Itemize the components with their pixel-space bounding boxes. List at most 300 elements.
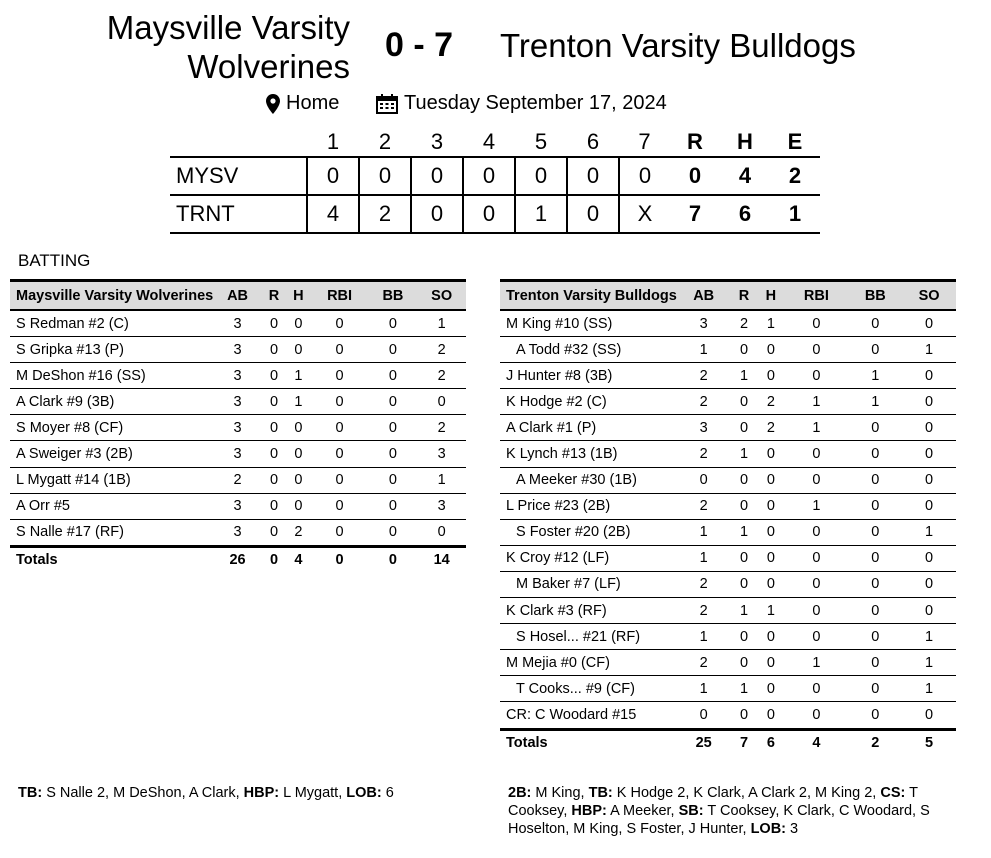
- errors-header: E: [787, 129, 803, 154]
- player-stat: 3: [677, 415, 731, 441]
- table-row: [500, 571, 956, 597]
- inning-header: 2: [378, 129, 392, 154]
- player-stat: 2: [757, 389, 784, 415]
- player-stat: 0: [311, 310, 369, 337]
- player-name: CR: C Woodard #15: [500, 702, 677, 729]
- player-stat: 3: [213, 389, 262, 415]
- player-stat: 0: [784, 337, 848, 363]
- player-stat: 0: [369, 441, 418, 467]
- player-stat: 0: [731, 624, 758, 650]
- inning-score: 0: [307, 157, 359, 195]
- player-name: J Hunter #8 (3B): [500, 363, 677, 389]
- player-stat: 0: [757, 337, 784, 363]
- totals-stat: 2: [848, 729, 902, 756]
- batting-section-title: BATTING: [18, 251, 91, 270]
- player-name: A Sweiger #3 (2B): [10, 441, 213, 467]
- player-stat: 0: [848, 415, 902, 441]
- box-column-header: RBI: [311, 281, 369, 311]
- player-stat: 1: [731, 598, 758, 624]
- linescore-row-home: [170, 157, 820, 195]
- player-name: S Foster #20 (2B): [500, 519, 677, 545]
- player-stat: 1: [902, 519, 956, 545]
- box-column-header: R: [262, 281, 286, 311]
- hits-total: 4: [720, 157, 770, 195]
- box-header-row: [500, 281, 956, 311]
- home-batting-table: [10, 279, 466, 573]
- box-column-header: SO: [417, 281, 466, 311]
- player-stat: 0: [902, 598, 956, 624]
- player-stat: 2: [677, 363, 731, 389]
- totals-stat: 4: [286, 546, 310, 573]
- table-row: [10, 310, 466, 337]
- inning-score: 0: [411, 195, 463, 233]
- player-stat: 1: [902, 676, 956, 702]
- player-stat: 0: [369, 363, 418, 389]
- player-stat: 0: [784, 624, 848, 650]
- inning-score: 0: [359, 157, 411, 195]
- player-stat: 0: [848, 441, 902, 467]
- player-stat: 0: [286, 337, 310, 363]
- player-stat: 0: [902, 545, 956, 571]
- player-stat: 0: [262, 467, 286, 493]
- note-label: HBP:: [243, 785, 280, 801]
- player-stat: 0: [369, 467, 418, 493]
- box-column-header: AB: [213, 281, 262, 311]
- player-stat: 0: [902, 467, 956, 493]
- totals-stat: 7: [731, 729, 758, 756]
- game-location-text: Home: [286, 92, 340, 114]
- totals-stat: 0: [311, 546, 369, 573]
- note-text: M King,: [531, 785, 589, 801]
- player-stat: 0: [262, 493, 286, 519]
- player-stat: 0: [311, 337, 369, 363]
- hits-total: 6: [720, 195, 770, 233]
- totals-stat: 0: [369, 546, 418, 573]
- player-stat: 0: [286, 493, 310, 519]
- player-stat: 3: [213, 415, 262, 441]
- note-text: L Mygatt,: [279, 785, 347, 801]
- inning-score: 0: [567, 157, 619, 195]
- game-date-text: Tuesday September 17, 2024: [404, 92, 667, 114]
- player-stat: 0: [731, 650, 758, 676]
- player-stat: 0: [757, 441, 784, 467]
- inning-score: 1: [515, 195, 567, 233]
- player-stat: 0: [784, 363, 848, 389]
- totals-stat: 6: [757, 729, 784, 756]
- note-label: LOB:: [750, 821, 787, 837]
- box-column-header: SO: [902, 281, 956, 311]
- player-stat: 1: [784, 493, 848, 519]
- home-team-name-line2: Wolverines: [187, 48, 350, 85]
- player-stat: 0: [262, 363, 286, 389]
- player-stat: 0: [848, 571, 902, 597]
- note-label: SB:: [678, 803, 704, 819]
- table-row: [10, 389, 466, 415]
- player-stat: 2: [677, 441, 731, 467]
- player-stat: 0: [784, 702, 848, 729]
- note-label: CS:: [880, 785, 906, 801]
- player-stat: 0: [784, 467, 848, 493]
- player-stat: 1: [784, 415, 848, 441]
- player-stat: 2: [286, 519, 310, 546]
- note-label: LOB:: [346, 785, 382, 801]
- player-name: S Hosel... #21 (RF): [500, 624, 677, 650]
- player-stat: 0: [902, 389, 956, 415]
- table-row: [500, 389, 956, 415]
- table-row: [10, 493, 466, 519]
- table-row: [500, 493, 956, 519]
- box-column-header: R: [731, 281, 758, 311]
- table-row: [500, 337, 956, 363]
- inning-score: 0: [515, 157, 567, 195]
- player-stat: 1: [848, 363, 902, 389]
- inning-header: 3: [430, 129, 444, 154]
- player-stat: 0: [369, 337, 418, 363]
- table-row: [500, 415, 956, 441]
- player-stat: 0: [311, 441, 369, 467]
- player-stat: 0: [677, 702, 731, 729]
- player-stat: 0: [902, 310, 956, 337]
- player-stat: 0: [311, 467, 369, 493]
- totals-stat: 4: [784, 729, 848, 756]
- player-stat: 1: [677, 624, 731, 650]
- player-name: A Clark #1 (P): [500, 415, 677, 441]
- player-stat: 0: [757, 363, 784, 389]
- player-stat: 1: [784, 389, 848, 415]
- player-stat: 0: [848, 650, 902, 676]
- player-stat: 2: [677, 493, 731, 519]
- player-stat: 0: [784, 676, 848, 702]
- player-stat: 2: [757, 415, 784, 441]
- player-stat: 0: [757, 676, 784, 702]
- linescore-team: TRNT: [170, 195, 307, 233]
- note-text: K Hodge 2, K Clark, A Clark 2, M King 2,: [612, 785, 881, 801]
- box-team-header: Trenton Varsity Bulldogs: [500, 281, 677, 311]
- player-stat: 3: [677, 310, 731, 337]
- player-stat: 1: [677, 519, 731, 545]
- player-stat: 2: [417, 363, 466, 389]
- totals-row: [500, 729, 956, 756]
- player-stat: 0: [757, 624, 784, 650]
- player-name: L Price #23 (2B): [500, 493, 677, 519]
- final-score: 0 - 7: [385, 26, 454, 64]
- player-stat: 1: [677, 337, 731, 363]
- note-label: TB:: [588, 785, 613, 801]
- player-stat: 2: [213, 467, 262, 493]
- player-stat: 0: [757, 650, 784, 676]
- player-stat: 0: [286, 441, 310, 467]
- player-stat: 0: [902, 441, 956, 467]
- errors-total: 1: [770, 195, 820, 233]
- errors-total: 2: [770, 157, 820, 195]
- player-name: M Baker #7 (LF): [500, 571, 677, 597]
- away-batting-table: [500, 279, 956, 756]
- player-stat: 0: [784, 571, 848, 597]
- player-stat: 0: [731, 571, 758, 597]
- player-stat: 0: [784, 598, 848, 624]
- player-stat: 0: [757, 493, 784, 519]
- player-stat: 0: [262, 441, 286, 467]
- player-stat: 0: [902, 415, 956, 441]
- inning-score: 0: [619, 157, 670, 195]
- linescore-row-away: [170, 195, 820, 233]
- player-stat: 0: [848, 337, 902, 363]
- totals-label: Totals: [500, 729, 677, 756]
- totals-stat: 0: [262, 546, 286, 573]
- player-stat: 0: [417, 389, 466, 415]
- player-stat: 0: [848, 310, 902, 337]
- player-stat: 1: [417, 467, 466, 493]
- player-stat: 0: [731, 493, 758, 519]
- player-stat: 1: [784, 650, 848, 676]
- player-stat: 1: [902, 337, 956, 363]
- player-stat: 0: [311, 519, 369, 546]
- player-name: S Moyer #8 (CF): [10, 415, 213, 441]
- player-stat: 3: [213, 363, 262, 389]
- box-column-header: BB: [848, 281, 902, 311]
- player-stat: 0: [784, 545, 848, 571]
- game-location: [266, 92, 339, 115]
- player-stat: 0: [757, 467, 784, 493]
- player-stat: 0: [311, 363, 369, 389]
- table-row: [10, 337, 466, 363]
- player-stat: 0: [731, 467, 758, 493]
- player-stat: 0: [262, 415, 286, 441]
- player-stat: 2: [677, 598, 731, 624]
- inning-score: 0: [411, 157, 463, 195]
- player-stat: 1: [286, 389, 310, 415]
- away-batting-notes: [508, 784, 953, 838]
- note-text: A Meeker,: [606, 803, 679, 819]
- player-stat: 0: [731, 389, 758, 415]
- player-name: K Croy #12 (LF): [500, 545, 677, 571]
- box-column-header: AB: [677, 281, 731, 311]
- player-stat: 0: [784, 519, 848, 545]
- player-stat: 3: [213, 337, 262, 363]
- player-stat: 2: [677, 571, 731, 597]
- player-stat: 1: [757, 598, 784, 624]
- table-row: [500, 545, 956, 571]
- player-name: M DeShon #16 (SS): [10, 363, 213, 389]
- totals-stat: 14: [417, 546, 466, 573]
- player-stat: 0: [262, 310, 286, 337]
- player-stat: 0: [848, 598, 902, 624]
- table-row: [500, 624, 956, 650]
- player-stat: 0: [369, 310, 418, 337]
- player-stat: 0: [757, 519, 784, 545]
- player-stat: 0: [262, 337, 286, 363]
- away-team-name: Trenton Varsity Bulldogs: [500, 27, 856, 64]
- player-stat: 0: [369, 389, 418, 415]
- box-team-header: Maysville Varsity Wolverines: [10, 281, 213, 311]
- player-name: A Meeker #30 (1B): [500, 467, 677, 493]
- table-row: [500, 441, 956, 467]
- note-text: T Cooksey, K Clark, C Woodard, S Hoselton, M King, S Foster, J Hunter,: [508, 803, 930, 837]
- player-name: S Redman #2 (C): [10, 310, 213, 337]
- player-stat: 3: [417, 493, 466, 519]
- box-column-header: H: [286, 281, 310, 311]
- player-stat: 0: [902, 493, 956, 519]
- player-stat: 0: [369, 493, 418, 519]
- totals-stat: 5: [902, 729, 956, 756]
- player-stat: 1: [731, 519, 758, 545]
- player-stat: 3: [213, 310, 262, 337]
- player-stat: 0: [311, 493, 369, 519]
- player-stat: 0: [757, 571, 784, 597]
- inning-score: 4: [307, 195, 359, 233]
- inning-header: 6: [586, 129, 600, 154]
- player-stat: 3: [213, 519, 262, 546]
- player-stat: 2: [677, 650, 731, 676]
- note-label: TB:: [18, 785, 43, 801]
- player-stat: 0: [848, 467, 902, 493]
- player-stat: 0: [784, 441, 848, 467]
- player-stat: 0: [848, 519, 902, 545]
- player-stat: 0: [369, 519, 418, 546]
- table-row: [500, 467, 956, 493]
- player-stat: 2: [417, 415, 466, 441]
- player-name: A Todd #32 (SS): [500, 337, 677, 363]
- player-stat: 0: [848, 493, 902, 519]
- player-name: S Nalle #17 (RF): [10, 519, 213, 546]
- player-stat: 0: [286, 467, 310, 493]
- note-label: HBP:: [571, 803, 607, 819]
- player-stat: 1: [677, 545, 731, 571]
- note-text: S Nalle 2, M DeShon, A Clark,: [42, 785, 244, 801]
- player-name: A Clark #9 (3B): [10, 389, 213, 415]
- player-name: A Orr #5: [10, 493, 213, 519]
- table-row: [10, 467, 466, 493]
- player-stat: 3: [213, 441, 262, 467]
- player-name: M Mejia #0 (CF): [500, 650, 677, 676]
- player-stat: 2: [731, 310, 758, 337]
- player-stat: 3: [417, 441, 466, 467]
- table-row: [500, 702, 956, 729]
- player-stat: 1: [286, 363, 310, 389]
- player-stat: 0: [848, 545, 902, 571]
- player-stat: 1: [677, 676, 731, 702]
- player-stat: 0: [262, 519, 286, 546]
- inning-header: 7: [638, 129, 651, 154]
- box-column-header: RBI: [784, 281, 848, 311]
- table-row: [500, 650, 956, 676]
- totals-row: [10, 546, 466, 573]
- player-stat: 0: [848, 702, 902, 729]
- player-stat: 0: [731, 545, 758, 571]
- player-stat: 0: [417, 519, 466, 546]
- player-stat: 0: [286, 310, 310, 337]
- player-stat: 1: [757, 310, 784, 337]
- table-row: [500, 519, 956, 545]
- inning-score: X: [619, 195, 670, 233]
- inning-header: 4: [482, 129, 496, 154]
- player-stat: 2: [417, 337, 466, 363]
- inning-score: 2: [359, 195, 411, 233]
- player-name: S Gripka #13 (P): [10, 337, 213, 363]
- player-stat: 1: [902, 624, 956, 650]
- player-stat: 0: [286, 415, 310, 441]
- inning-header: 5: [534, 129, 548, 154]
- player-stat: 0: [902, 702, 956, 729]
- note-text: 3: [786, 821, 799, 837]
- runs-header: R: [687, 129, 703, 154]
- player-stat: 0: [784, 310, 848, 337]
- player-stat: 0: [311, 389, 369, 415]
- player-stat: 0: [677, 467, 731, 493]
- player-stat: 0: [848, 624, 902, 650]
- player-stat: 0: [731, 702, 758, 729]
- linescore-header: [170, 128, 820, 157]
- game-date: [376, 92, 667, 115]
- map-pin-icon: [266, 94, 280, 114]
- calendar-icon: [376, 94, 398, 114]
- note-label: 2B:: [508, 785, 532, 801]
- table-row: [10, 415, 466, 441]
- player-name: M King #10 (SS): [500, 310, 677, 337]
- player-stat: 0: [369, 415, 418, 441]
- runs-total: 7: [670, 195, 720, 233]
- player-name: K Lynch #13 (1B): [500, 441, 677, 467]
- table-row: [500, 310, 956, 337]
- player-stat: 0: [262, 389, 286, 415]
- box-column-header: BB: [369, 281, 418, 311]
- runs-total: 0: [670, 157, 720, 195]
- note-text: T Cooksey,: [508, 785, 918, 819]
- player-stat: 0: [731, 415, 758, 441]
- inning-score: 0: [463, 195, 515, 233]
- totals-stat: 25: [677, 729, 731, 756]
- box-header-row: [10, 281, 466, 311]
- player-stat: 0: [757, 545, 784, 571]
- player-stat: 0: [757, 702, 784, 729]
- player-stat: 0: [848, 676, 902, 702]
- player-stat: 2: [677, 389, 731, 415]
- home-team-name: [60, 8, 350, 86]
- totals-label: Totals: [10, 546, 213, 573]
- note-text: 6: [381, 785, 394, 801]
- player-stat: 3: [213, 493, 262, 519]
- player-name: T Cooks... #9 (CF): [500, 676, 677, 702]
- player-stat: 1: [848, 389, 902, 415]
- inning-score: 0: [463, 157, 515, 195]
- player-stat: 1: [731, 363, 758, 389]
- table-row: [10, 363, 466, 389]
- linescore-team: MYSV: [170, 157, 307, 195]
- table-row: [500, 598, 956, 624]
- player-stat: 0: [731, 337, 758, 363]
- player-stat: 0: [902, 363, 956, 389]
- table-row: [500, 676, 956, 702]
- player-stat: 1: [731, 676, 758, 702]
- player-name: L Mygatt #14 (1B): [10, 467, 213, 493]
- player-stat: 0: [311, 415, 369, 441]
- table-row: [500, 363, 956, 389]
- hits-header: H: [737, 129, 753, 154]
- inning-header: 1: [326, 129, 340, 154]
- player-name: K Hodge #2 (C): [500, 389, 677, 415]
- player-stat: 1: [417, 310, 466, 337]
- table-row: [10, 519, 466, 546]
- home-batting-notes: [18, 784, 470, 802]
- table-row: [10, 441, 466, 467]
- player-stat: 1: [731, 441, 758, 467]
- player-name: K Clark #3 (RF): [500, 598, 677, 624]
- player-stat: 1: [902, 650, 956, 676]
- inning-score: 0: [567, 195, 619, 233]
- linescore-table: [170, 128, 820, 234]
- home-team-name-line1: Maysville Varsity: [106, 9, 350, 46]
- totals-stat: 26: [213, 546, 262, 573]
